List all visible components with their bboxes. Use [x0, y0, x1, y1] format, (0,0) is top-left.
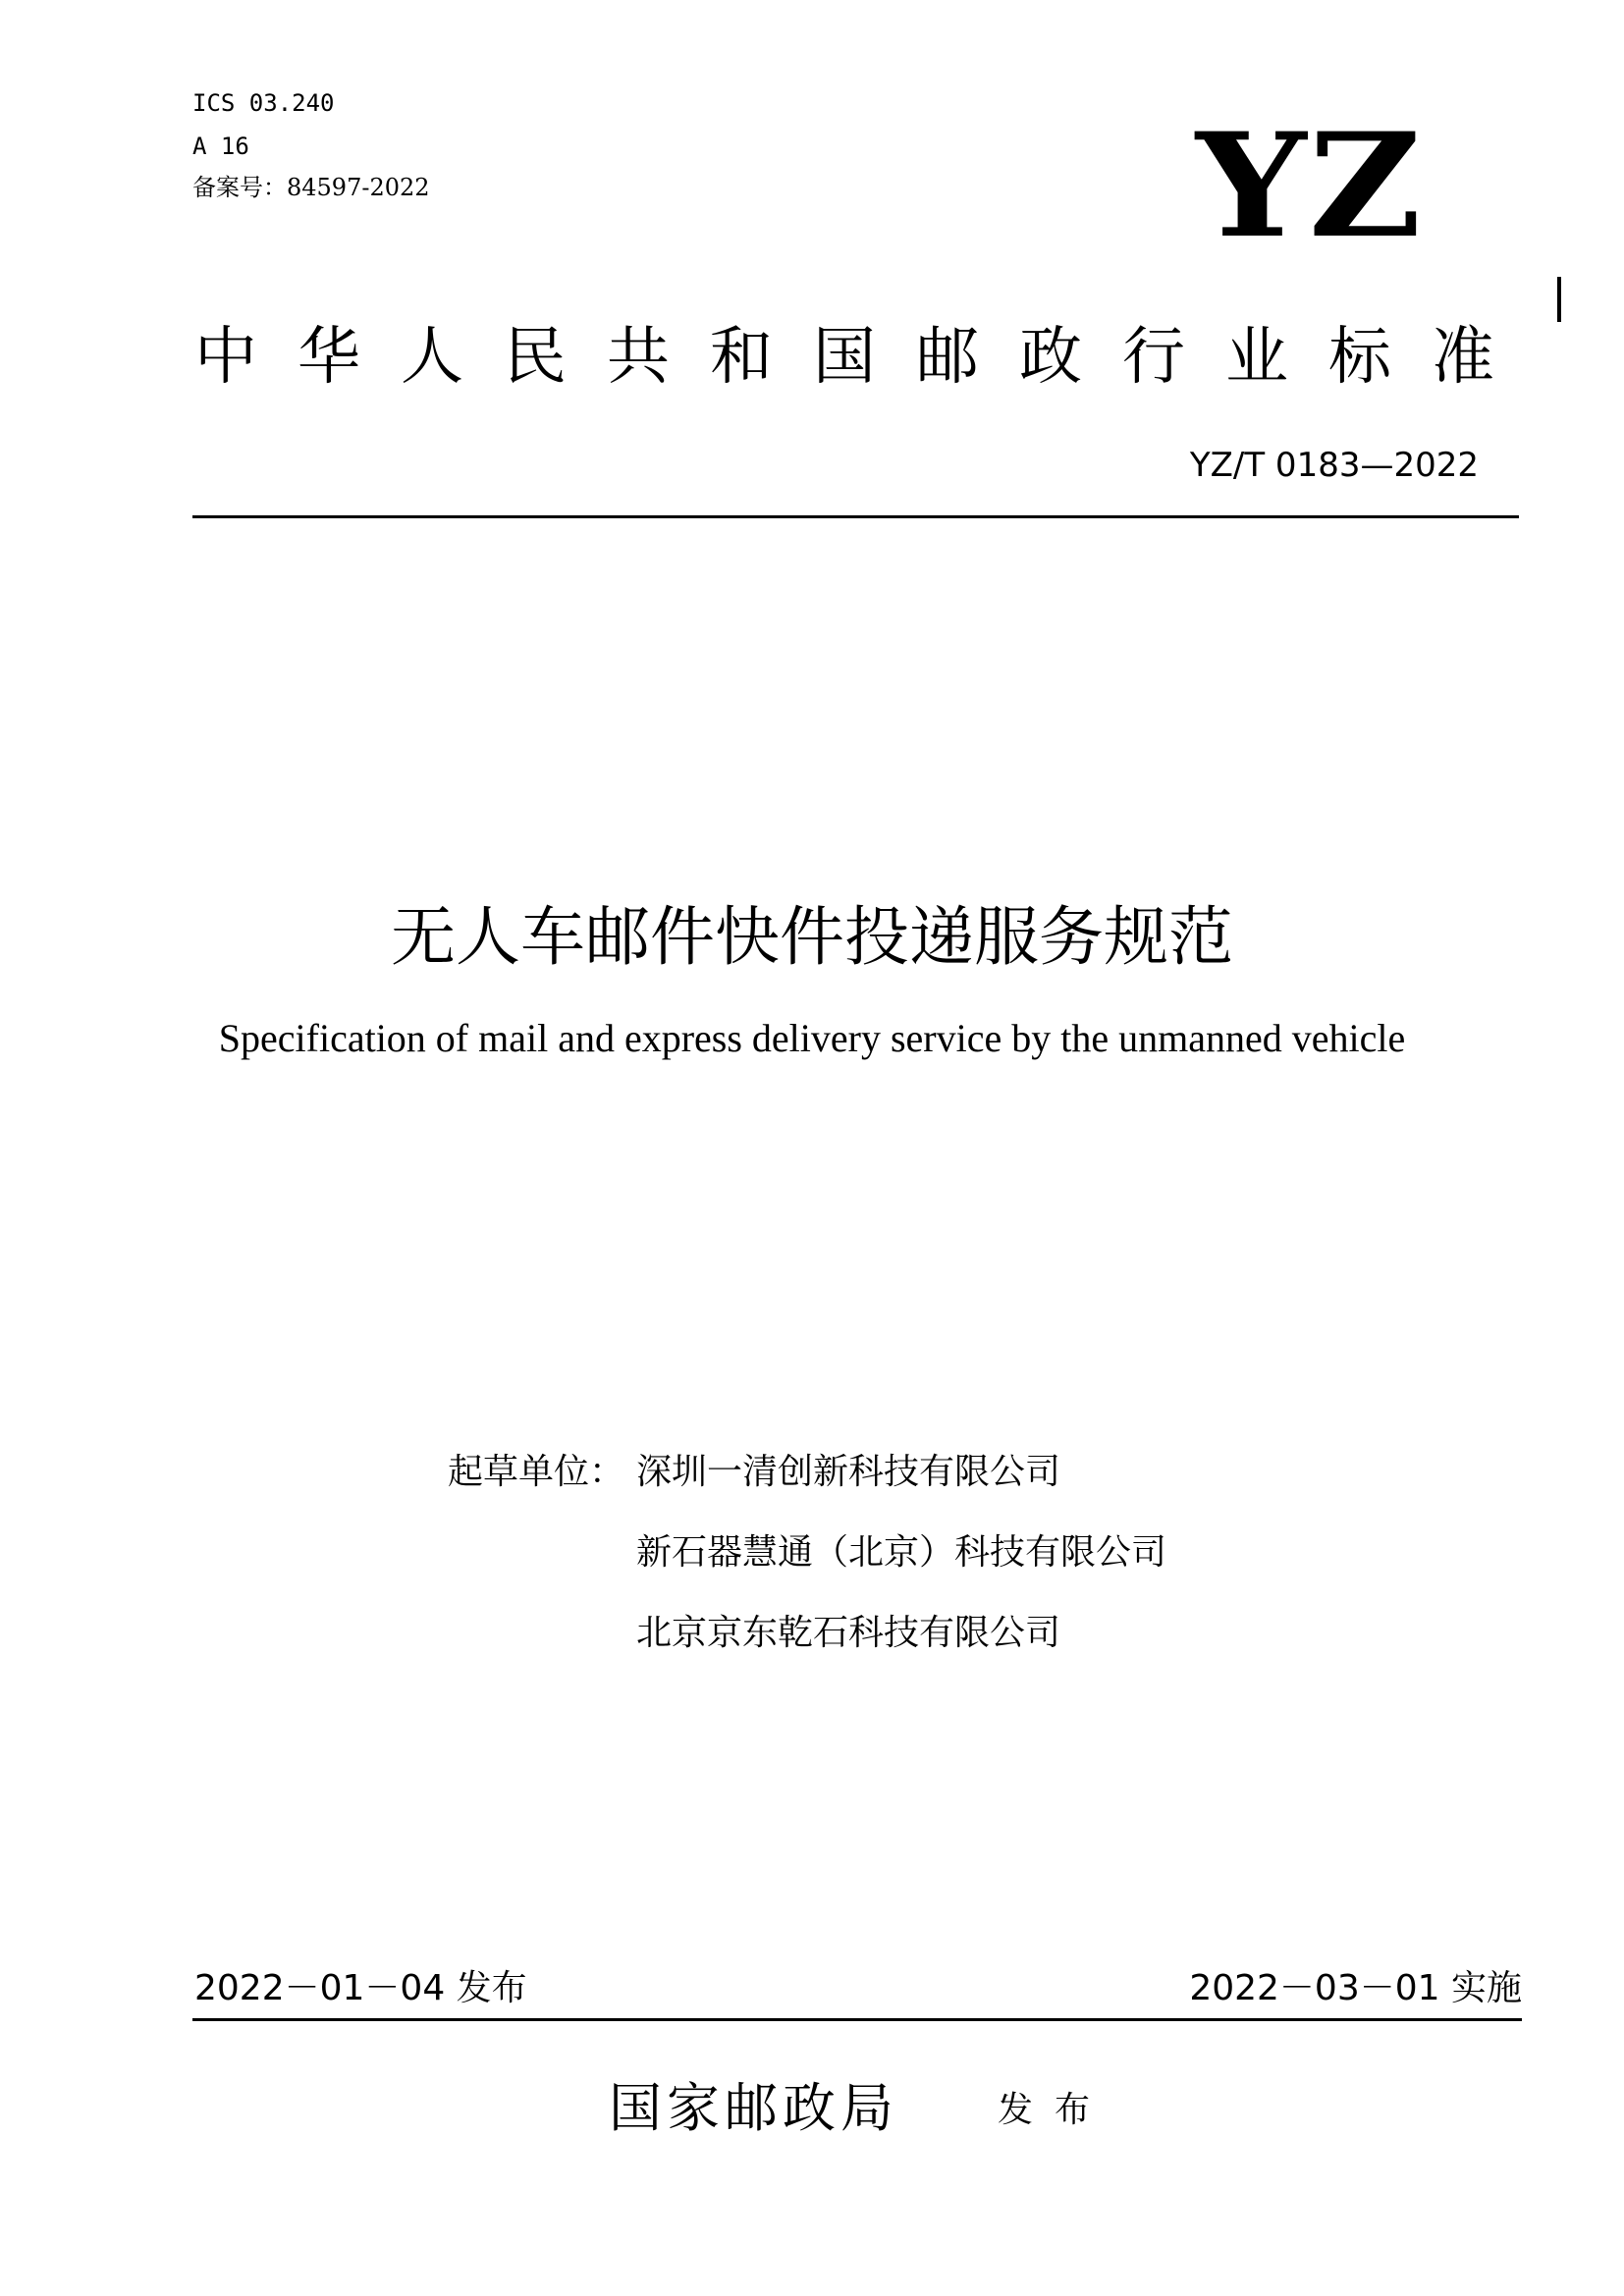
implementation-date: 2022－03－01 实施 — [1189, 1968, 1522, 2008]
drafter-unit: 新石器慧通（北京）科技有限公司 — [636, 1532, 1167, 1573]
ics-code: ICS 03.240 — [192, 89, 335, 117]
classification-code: A 16 — [192, 133, 249, 160]
publish-label: 发布 — [998, 2090, 1112, 2130]
drafter-unit: 深圳一清创新科技有限公司 — [636, 1452, 1061, 1492]
top-divider — [192, 515, 1519, 518]
drafter-label: 起草单位： — [448, 1452, 625, 1492]
issue-date: 2022－01－04 发布 — [194, 1968, 527, 2008]
record-number: 备案号：84597-2022 — [192, 174, 430, 201]
yz-logo: YZ — [1196, 102, 1424, 270]
standard-code: YZ/T 0183—2022 — [1189, 446, 1479, 485]
standard-category: 中华人民共和国邮政行业标准 — [194, 321, 1535, 394]
document-title-zh: 无人车邮件快件投递服务规范 — [391, 899, 1233, 975]
document-title-en: Specification of mail and express delivery service by the unmanned vehicle — [218, 1016, 1406, 1060]
drafter-unit: 北京京东乾石科技有限公司 — [636, 1613, 1061, 1653]
bottom-divider — [192, 2018, 1522, 2021]
edge-mark — [1557, 277, 1561, 322]
publisher-name: 国家邮政局 — [609, 2077, 898, 2139]
